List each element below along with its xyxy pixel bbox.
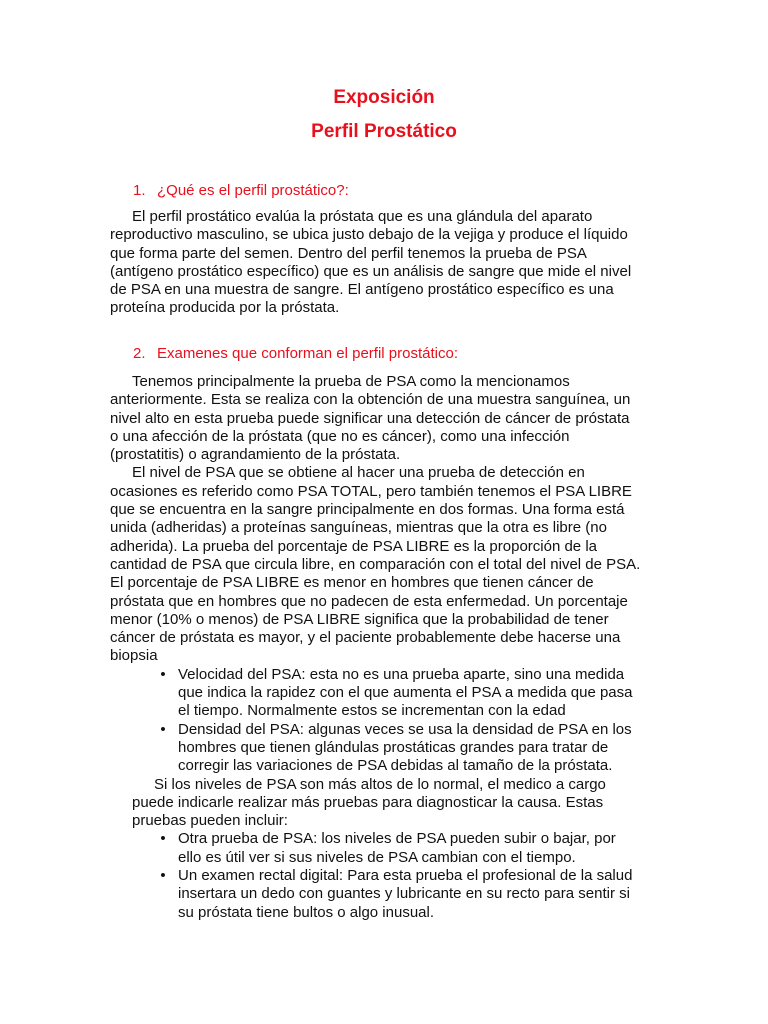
- bullet-line: insertara un dedo con guantes y lubricante en su recto para sentir si: [178, 885, 630, 903]
- bullet-line: Otra prueba de PSA: los niveles de PSA pueden subir o bajar, por: [178, 830, 616, 848]
- bullet-line: hombres que tienen glándulas prostáticas grandes para tratar de: [178, 738, 609, 756]
- paragraph-line: menor (10% o menos) de PSA LIBRE significa que la probabilidad de tener: [110, 610, 609, 628]
- paragraph-line: (antígeno prostático específico) que es un análisis de sangre que mide el nivel: [110, 262, 632, 280]
- bullet-line: ello es útil ver si sus niveles de PSA cambian con el tiempo.: [178, 848, 576, 866]
- section-heading-text: ¿Qué es el perfil prostático?:: [157, 182, 349, 199]
- paragraph-line: anteriormente. Esta se realiza con la obtención de una muestra sanguínea, un: [110, 391, 631, 409]
- continuation-paragraph: [110, 776, 670, 831]
- paragraph-line: pruebas pueden incluir:: [132, 812, 288, 830]
- paragraph-line: adherida). La prueba del porcentaje de PSA LIBRE es la proporción de la: [110, 537, 597, 555]
- list-item: [110, 867, 670, 922]
- list-item: [110, 830, 670, 867]
- paragraph-line: que se encuentra en la sangre principalmente en dos formas. Una forma está: [110, 501, 625, 519]
- paragraph-line: El perfil prostático evalúa la próstata que es una glándula del aparato: [132, 208, 593, 225]
- list-item: [110, 721, 670, 776]
- bullet-line: Densidad del PSA: algunas veces se usa la densidad de PSA en los: [178, 720, 632, 738]
- paragraph-line: o una afección de la próstata (que no es cáncer), como una infección: [110, 427, 570, 445]
- bullet-line: el tiempo. Normalmente estos se incrementan con la edad: [178, 702, 566, 720]
- section-number: 2.: [133, 345, 146, 362]
- document-title: Exposición: [333, 87, 435, 108]
- bullet-icon: •: [160, 665, 166, 683]
- paragraph-line: puede indicarle realizar más pruebas para diagnosticar la causa. Estas: [132, 793, 604, 811]
- document-subtitle: Perfil Prostático: [311, 121, 457, 142]
- bullet-list-1: [110, 666, 670, 776]
- paragraph-line: próstata que en hombres que no padecen de esta enfermedad. Un porcentaje: [110, 592, 628, 610]
- paragraph-line: cáncer de próstata es mayor, y el paciente probablemente debe hacerse una: [110, 629, 621, 647]
- paragraph-line: unida (adheridas) a proteínas sanguíneas, mientras que la otra es libre (no: [110, 519, 607, 537]
- paragraph-line: Si los niveles de PSA son más altos de lo normal, el medico a cargo: [154, 775, 606, 793]
- bullet-line: su próstata tiene bultos o algo inusual.: [178, 903, 435, 921]
- paragraph-line: Tenemos principalmente la prueba de PSA como la mencionamos: [132, 373, 570, 390]
- section-heading-1: [133, 182, 349, 200]
- bullet-list-2: [110, 830, 670, 921]
- section-1-paragraph: [110, 208, 670, 318]
- bullet-line: corregir las variaciones de PSA debidas al tamaño de la próstata.: [178, 757, 613, 775]
- list-item: [110, 666, 670, 721]
- paragraph-line: ocasiones es referido como PSA TOTAL, pero también tenemos el PSA LIBRE: [110, 482, 632, 500]
- paragraph-line: que forma parte del semen. Dentro del perfil tenemos la prueba de PSA: [110, 244, 587, 262]
- bullet-icon: •: [160, 720, 166, 738]
- section-heading-2: [133, 345, 458, 363]
- bullet-line: Velocidad del PSA: esta no es una prueba aparte, sino una medida: [178, 665, 625, 683]
- bullet-icon: •: [160, 830, 166, 848]
- section-number: 1.: [133, 182, 146, 199]
- paragraph-line: nivel alto en esta prueba puede significar una detección de cáncer de próstata: [110, 409, 630, 427]
- bullet-line: Un examen rectal digital: Para esta prueba el profesional de la salud: [178, 867, 633, 885]
- paragraph-line: de PSA en una muestra de sangre. El antígeno prostático específico es una: [110, 281, 614, 299]
- bullet-icon: •: [160, 867, 166, 885]
- paragraph-line: biopsia: [110, 647, 158, 665]
- section-2-body: [110, 373, 670, 922]
- paragraph-line: proteína producida por la próstata.: [110, 299, 340, 317]
- paragraph-line: El nivel de PSA que se obtiene al hacer una prueba de detección en: [132, 464, 585, 482]
- paragraph-line: El porcentaje de PSA LIBRE es menor en hombres que tienen cáncer de: [110, 574, 594, 592]
- paragraph-line: cantidad de PSA que circula libre, en comparación con el total del nivel de PSA.: [110, 555, 641, 573]
- bullet-line: que indica la rapidez con el que aumenta el PSA a medida que pasa: [178, 684, 633, 702]
- paragraph-line: (prostatitis) o agrandamiento de la próstata.: [110, 446, 401, 464]
- paragraph-line: reproductivo masculino, se ubica justo debajo de la vejiga y produce el líquido: [110, 226, 628, 244]
- section-heading-text: Examenes que conforman el perfil prostático:: [157, 345, 458, 362]
